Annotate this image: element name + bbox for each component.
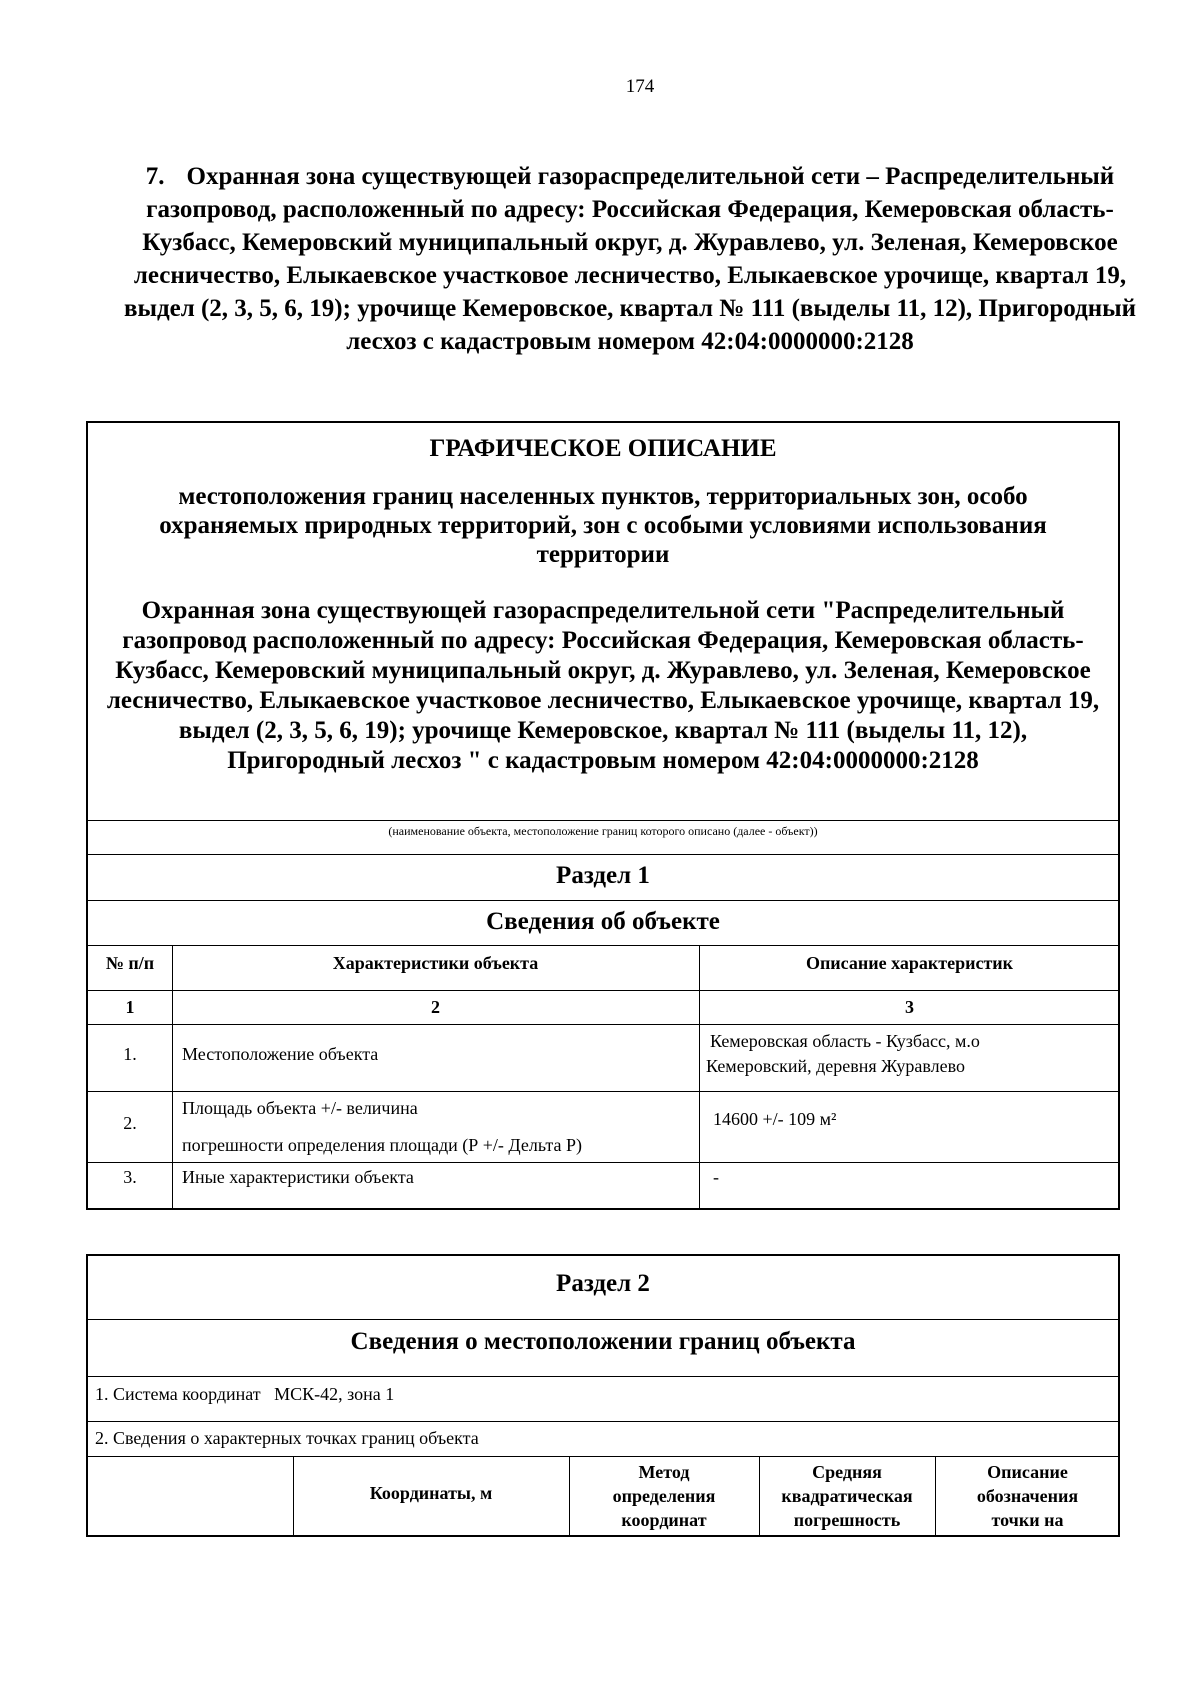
colnum-3: 3 [905,997,914,1017]
object-caption: (наименование объекта, местоположение границ которого описано (далее - объект)) [388,824,818,838]
divider [88,1319,1118,1320]
header-error-1: Средняя [812,1462,882,1482]
page-heading [100,160,1160,358]
header-desc-2: обозначения [976,1486,1079,1506]
header-characteristics: Характеристики объекта [332,953,539,973]
divider [88,900,1118,901]
coord-system-value: МСК-42, зона 1 [274,1384,395,1404]
colnum-1: 1 [125,997,135,1017]
header-desc-3: точки на [991,1510,1064,1530]
header-method-3: координат [621,1510,707,1530]
divider [88,1376,1118,1377]
header-coordinates: Координаты, м [369,1483,493,1503]
divider [88,854,1118,855]
header-description: Описание характеристик [805,953,1014,973]
row3-characteristic: Иные характеристики объекта [182,1167,414,1187]
graphic-subtitle: местоположения границ населенных пунктов, территориальных зон, особо охраняемых природных территорий, зон с особыми условиями использования территории [159,483,1047,568]
header-method-2: определения [612,1486,716,1506]
graphic-title: ГРАФИЧЕСКОЕ ОПИСАНИЕ [429,435,777,462]
divider [88,820,1118,821]
page-number: 174 [625,76,655,97]
coord-system [95,1382,394,1406]
divider [88,1091,1118,1092]
header-error-3: погрешность [793,1510,901,1530]
row3-desc: - [713,1167,719,1187]
header-num: № п/п [105,953,155,973]
section2-title: Раздел 2 [556,1270,650,1297]
divider [88,990,1118,991]
coord-system-label: 1. Система координат [95,1384,261,1404]
section1-subtitle: Сведения об объекте [486,908,720,935]
header-desc-1: Описание [987,1462,1068,1482]
row3-num: 3. [123,1167,137,1187]
row2-characteristic-line2: погрешности определения площади (Р +/- Дельта Р) [182,1135,582,1155]
divider [88,1421,1118,1422]
row1-num: 1. [123,1044,137,1064]
heading-text: Охранная зона существующей газораспределительной сети – Распределительный газопровод, расположенный по адресу: Российская Федерация, Кемеровская область-Кузбасс, Кемеровский муниципальный округ, д. Журавлево, ул. Зеленая, Кемеровское лесничество, Елыкаевское участковое лесничество, Елыкаевское урочище, квартал 19, выдел (2, 3, 5, 6, 19); урочище Кемеровское, квартал № 111 (выделы 11, 12), Пригородный лесхоз с кадастровым номером 42:04:0000000:2128 [123,163,1137,355]
divider [88,1024,1118,1025]
divider [88,1456,1118,1457]
heading-number: 7. [145,163,165,190]
object-name: Охранная зона существующей газораспределительной сети "Распределительный газопровод расположенный по адресу: Российская Федерация, Кемеровская область-Кузбасс, Кемеровский муниципальный округ, д. Журавлево, ул. Зеленая, Кемеровское лесничество, Елыкаевское участковое лесничество, Елыкаевское урочище, квартал 19, выдел (2, 3, 5, 6, 19); урочище Кемеровское, квартал № 111 (выделы 11, 12), Пригородный лесхоз " с кадастровым номером 42:04:0000000:2128 [106,597,1100,774]
header-error-2: квадратическая [781,1486,913,1506]
colnum-2: 2 [431,997,440,1017]
column-divider [699,945,700,1208]
column-divider [172,945,173,1208]
row2-num: 2. [123,1113,137,1133]
divider [88,1162,1118,1163]
row1-characteristic: Местоположение объекта [182,1044,379,1064]
header-method-1: Метод [638,1462,690,1482]
row1-desc-line2: Кемеровский, деревня Журавлево [706,1056,965,1076]
row1-desc-line1: Кемеровская область - Кузбасс, м.о [710,1031,980,1051]
graphic-description-table [86,421,1120,1210]
section1-title: Раздел 1 [556,862,650,889]
row2-characteristic-line1: Площадь объекта +/- величина [182,1098,418,1118]
row2-desc: 14600 +/- 109 м² [713,1109,837,1129]
points-label: 2. Сведения о характерных точках границ объекта [95,1428,479,1448]
section2-table [86,1254,1120,1537]
section2-subtitle: Сведения о местоположении границ объекта [350,1328,856,1355]
divider [88,945,1118,946]
